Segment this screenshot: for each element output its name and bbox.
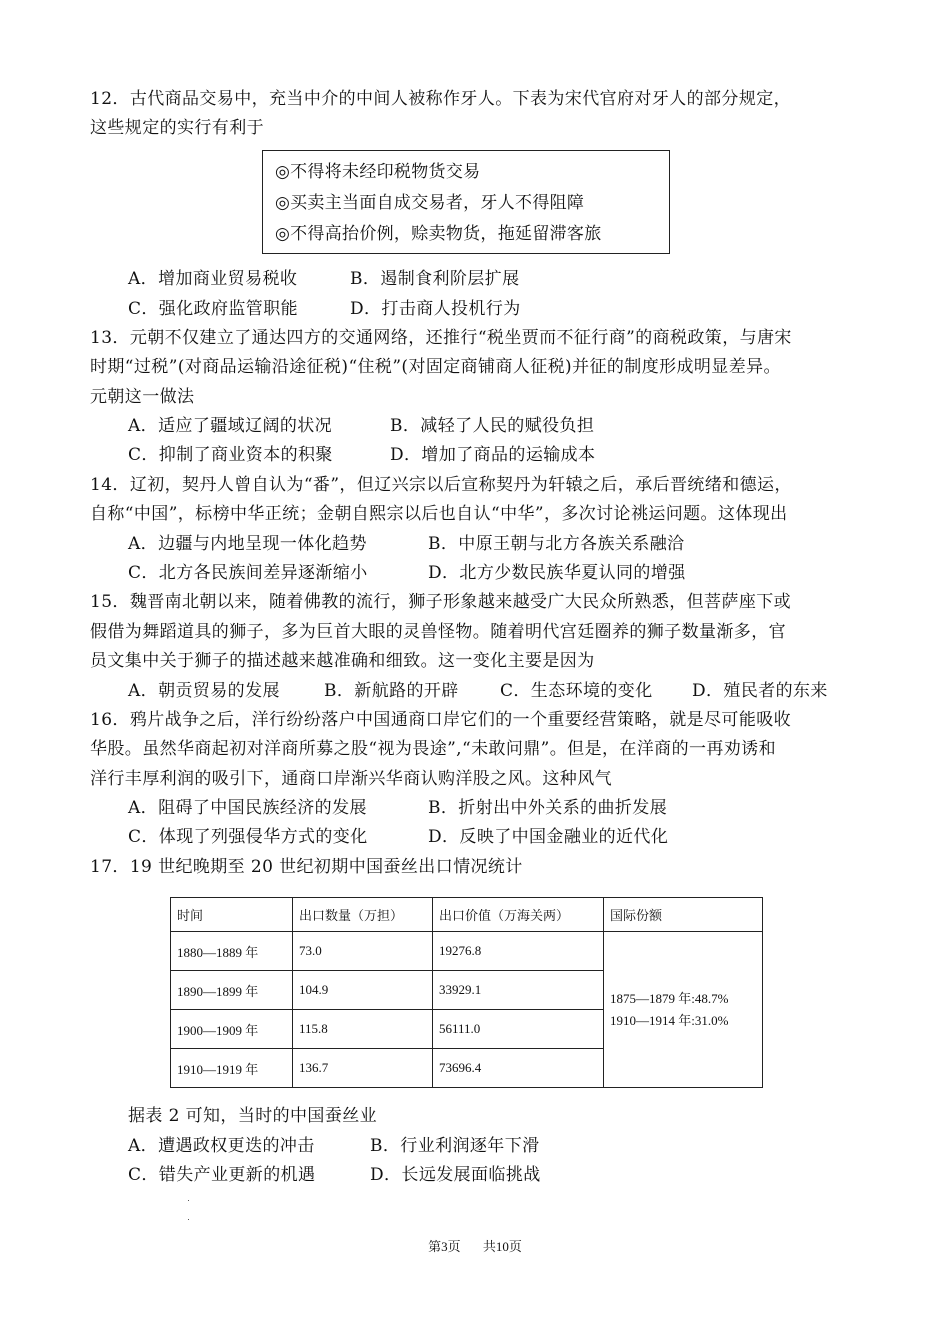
table-cell-quantity: 73.0 — [293, 932, 433, 971]
table-header-cell: 出口数量（万担） — [293, 898, 433, 932]
q12-rule-3: ◎不得高抬价例，赊卖物货，拖延留滞客旅 — [275, 224, 602, 244]
q17-option-b: B．行业利润逐年下滑 — [370, 1136, 540, 1156]
table-header-cell: 出口价值（万海关两） — [433, 898, 604, 932]
q13-stem-line-2: 时期“过税”(对商品运输沿途征税)“住税”(对固定商铺商人征税)并征的制度形成明显差异。 — [90, 357, 781, 377]
q16-option-d: D．反映了中国金融业的近代化 — [428, 827, 669, 847]
table-header-cell: 时间 — [171, 898, 293, 932]
table-header-cell: 国际份额 — [604, 898, 763, 932]
table-cell-period: 1910—1919 年 — [171, 1049, 293, 1088]
q14-option-b: B．中原王朝与北方各族关系融洽 — [428, 534, 685, 554]
q13-option-b: B．减轻了人民的赋役负担 — [390, 416, 595, 436]
q12-option-c: C．强化政府监管职能 — [128, 299, 299, 319]
q17-stem: 17．19 世纪晚期至 20 世纪初期中国蚕丝出口情况统计 — [90, 857, 523, 877]
q16-stem-line-3: 洋行丰厚利润的吸引下，通商口岸渐兴华商认购洋股之风。这种风气 — [90, 769, 612, 789]
q15-stem-line-2: 假借为舞蹈道具的狮子，多为巨首大眼的灵兽怪物。随着明代宫廷圈养的狮子数量渐多，官 — [90, 622, 786, 642]
q15-stem-line-3: 员文集中关于狮子的描述越来越准确和细致。这一变化主要是因为 — [90, 651, 595, 671]
q13-option-d: D．增加了商品的运输成本 — [390, 445, 596, 465]
q12-option-b: B．遏制食利阶层扩展 — [350, 269, 520, 289]
table-row — [171, 932, 763, 971]
share-line-2: 1910—1914 年:31.0% — [610, 1012, 729, 1028]
q13-stem-line-3: 元朝这一做法 — [90, 387, 195, 407]
q17-option-a: A．遭遇政权更迭的冲击 — [128, 1136, 315, 1156]
q13-stem-line-1: 13．元朝不仅建立了通达四方的交通网络，还推行“税坐贾而不征行商”的商税政策，与唐宋 — [90, 328, 792, 348]
page-number-footer: 第3页 共10页 — [428, 1239, 522, 1254]
q16-option-c: C．体现了列强侵华方式的变化 — [128, 827, 368, 847]
table-cell-value: 56111.0 — [433, 1010, 604, 1049]
q12-option-d: D．打击商人投机行为 — [350, 299, 521, 319]
table-cell-value: 33929.1 — [433, 971, 604, 1010]
q15-option-c: C．生态环境的变化 — [500, 681, 653, 701]
q15-option-b: B．新航路的开辟 — [324, 681, 459, 701]
q16-option-b: B．折射出中外关系的曲折发展 — [428, 798, 668, 818]
q17-option-c: C．错失产业更新的机遇 — [128, 1165, 316, 1185]
q14-option-c: C．北方各民族间差异逐渐缩小 — [128, 563, 368, 583]
q14-stem-line-1: 14．辽初，契丹人曾自认为“番”，但辽兴宗以后宣称契丹为轩辕之后，承后晋统绪和德运， — [90, 475, 792, 495]
q15-option-d: D．殖民者的东来 — [692, 681, 828, 701]
q13-option-c: C．抑制了商业资本的积聚 — [128, 445, 333, 465]
q16-option-a: A．阻碍了中国民族经济的发展 — [128, 798, 367, 818]
table-cell-quantity: 136.7 — [293, 1049, 433, 1088]
q14-option-d: D．北方少数民族华夏认同的增强 — [428, 563, 686, 583]
scan-speck — [188, 1219, 189, 1220]
table-cell-period: 1880—1889 年 — [171, 932, 293, 971]
q14-stem-line-2: 自称“中国”，标榜中华正统；金朝自熙宗以后也自认“中华”，多次讨论祧运问题。这体现出 — [90, 504, 788, 524]
q13-option-a: A．适应了疆域辽阔的状况 — [128, 416, 333, 436]
q14-option-a: A．边疆与内地呈现一体化趋势 — [128, 534, 367, 554]
q12-rules-box — [262, 150, 670, 254]
table-header-row — [171, 898, 763, 932]
q17-followup: 据表 2 可知，当时的中国蚕丝业 — [128, 1106, 378, 1126]
table-cell-period: 1900—1909 年 — [171, 1010, 293, 1049]
q15-option-a: A．朝贡贸易的发展 — [128, 681, 280, 701]
table-cell-value: 73696.4 — [433, 1049, 604, 1088]
q16-stem-line-2: 华股。虽然华商起初对洋商所募之股“视为畏途”,“未敢问鼎”。但是，在洋商的一再劝诱和 — [90, 739, 776, 759]
table-cell-share — [604, 932, 763, 1088]
table-cell-quantity: 104.9 — [293, 971, 433, 1010]
silk-export-table — [170, 897, 763, 1088]
q16-stem-line-1: 16．鸦片战争之后，洋行纷纷落户中国通商口岸它们的一个重要经营策略，就是尽可能吸收 — [90, 710, 792, 730]
q17-option-d: D．长远发展面临挑战 — [370, 1165, 541, 1185]
q12-option-a: A．增加商业贸易税收 — [128, 269, 298, 289]
share-line-1: 1875—1879 年:48.7% — [610, 990, 729, 1006]
table-cell-quantity: 115.8 — [293, 1010, 433, 1049]
table-cell-period: 1890—1899 年 — [171, 971, 293, 1010]
q12-rule-2: ◎买卖主当面自成交易者，牙人不得阻障 — [275, 193, 585, 213]
scan-speck — [188, 1200, 189, 1201]
table-cell-value: 19276.8 — [433, 932, 604, 971]
q15-stem-line-1: 15．魏晋南北朝以来，随着佛教的流行，狮子形象越来越受广大民众所熟悉，但菩萨座下或 — [90, 592, 792, 612]
q12-rule-1: ◎不得将未经印税物货交易 — [275, 162, 481, 182]
q12-stem-line-2: 这些规定的实行有利于 — [90, 118, 264, 138]
q12-stem-line-1: 12．古代商品交易中，充当中介的中间人被称作牙人。下表为宋代官府对牙人的部分规定， — [90, 89, 792, 109]
